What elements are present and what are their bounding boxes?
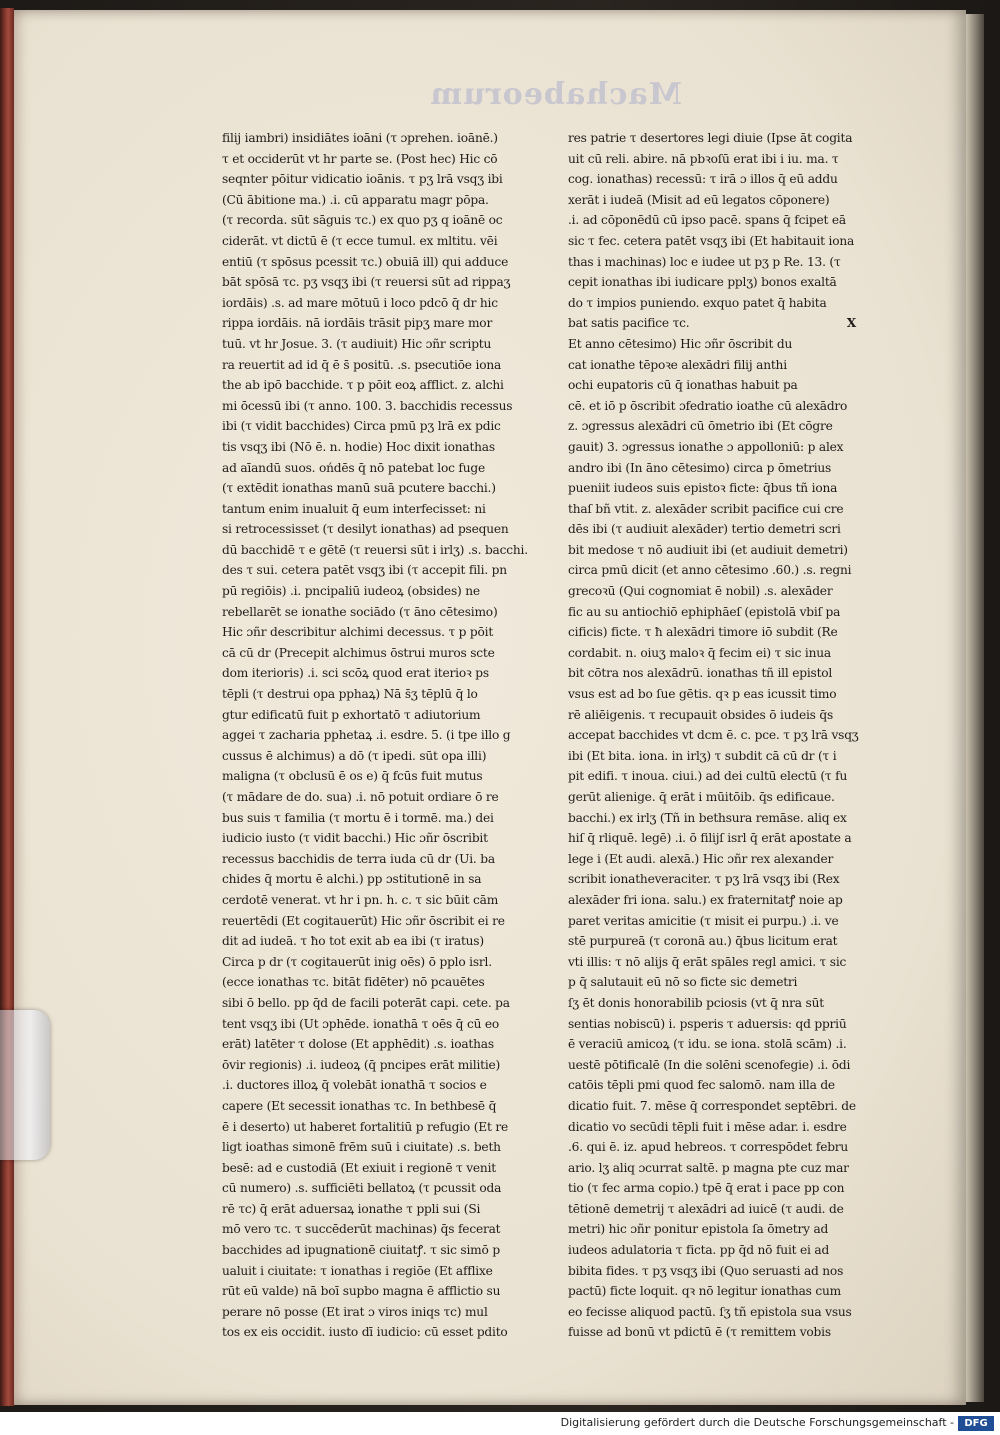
text-line: ibi (τ vidit bacchides) Circa pmū pʒ lrā ex pdic bbox=[222, 419, 501, 434]
text-line: (τ recorda. sūt sāguis τc.) ex quo pʒ q ioānē oc bbox=[222, 213, 503, 228]
text-line: erāt) latēter τ dolose (Et apphēdit) .s. ioathas bbox=[222, 1037, 494, 1052]
text-line: Circa p dr (τ cogitauerūt inig oēs) ō pplo isrl. bbox=[222, 954, 492, 969]
text-line: ciderāt. vt dictū ē (τ ecce tumul. ex mltitu. vēi bbox=[222, 233, 498, 248]
text-line: lege i (Et audi. alexā.) Hic ɔñr rex alexander bbox=[568, 851, 834, 866]
text-column-left bbox=[222, 128, 552, 1343]
text-line: metri) hic ɔñr ponitur epistola ſa ōmetry ad bbox=[568, 1222, 829, 1237]
text-line: tuū. vt hr Josue. 3. (τ audiuit) Hic ɔñr scriptu bbox=[222, 336, 492, 351]
text-line: vti illis: τ nō alijs q̄ erāt spāles regl amici. τ sic bbox=[568, 954, 847, 969]
text-line: seqnter pōitur vidicatio ioānis. τ pʒ lrā vsqʒ ibi bbox=[222, 172, 503, 187]
text-line: cificis) ficte. τ ħ alexādri timore iō subdit (Re bbox=[568, 625, 838, 640]
text-line: vsus est ad bo ſue gētis. qꝛ p eas icussit timo bbox=[568, 687, 837, 702]
text-line: rippa iordāis. nā iordāis trāsit pipʒ mare mor bbox=[222, 316, 493, 331]
text-line: pueniit iudeos suis epistoꝛ ficte: q̄bus tñ iona bbox=[568, 481, 838, 496]
text-line: iudeos adulatoria τ ficta. pp q̄d nō fuit ei ad bbox=[568, 1243, 830, 1258]
text-line: ad aīandū suos. ońdēs q̄ nō patebat loc fuge bbox=[222, 460, 485, 475]
text-line: dicatio vo secūdi tēpli fuit i mēse adar. i. esdre bbox=[568, 1119, 847, 1134]
text-column-right bbox=[568, 128, 896, 1343]
text-line: cā cū dr (Precepit alchimus ōstrui muros scte bbox=[222, 645, 495, 660]
text-line: tantum enim inualuit q̄ eum interfecisset: ni bbox=[222, 501, 486, 516]
text-line: ualuit i ciuitate: τ ionathas i regiōe (Et afflixe bbox=[222, 1263, 493, 1278]
text-line: (Cū ābitione ma.) .i. cū apparatu magr pōpa. bbox=[222, 192, 489, 207]
text-line: maligna (τ obclusū ē os e) q̄ fcūs fuit mutus bbox=[222, 769, 483, 784]
text-line: filij iambri) insidiātes ioāni (τ ɔprehen. ioānē.) bbox=[222, 131, 498, 145]
text-line: alexāder fri iona. salu.) ex fraternitatꝭ noie ap bbox=[568, 892, 843, 907]
text-line: pit edifi. τ inoua. ciui.) ad dei cultū electū (τ fu bbox=[568, 769, 848, 784]
text-line: dicatio fuit. 7. mēse q̄ correspondet septēbri. de bbox=[568, 1098, 856, 1113]
text-line: cat ionathe tēpoꝛe alexādri filij anthi bbox=[568, 357, 787, 372]
text-line: z. ɔgressus alexādri cū ōmetrio ibi (Et cōgre bbox=[568, 419, 833, 434]
text-line: ſʒ ēt donis honorabilib pciosis (vt q̄ nra sūt bbox=[568, 995, 824, 1010]
text-line: andro ibi (In āno cētesimo) circa p ōmetrius bbox=[568, 460, 832, 475]
text-line: fic au su antiochiō ephiphāeſ (epistolā vbiſ pa bbox=[568, 604, 841, 619]
text-line: cussus ē alchimus) a dō (τ ipedi. sūt opa illi) bbox=[222, 748, 487, 763]
text-line: accepat bacchides vt dcm ē. c. pce. τ pʒ lrā vsqʒ bbox=[568, 728, 859, 743]
text-line: dom iterioris) .i. sci scōꝝ quod erat iterioꝛ ps bbox=[222, 666, 489, 681]
running-head-show-through: Machabeorum bbox=[429, 77, 682, 112]
text-line: uestē pōtificalē (In die solēni scenofegie) .i. ōdi bbox=[568, 1057, 851, 1072]
text-line: .6. qui ē. iz. apud hebreos. τ correspōdet febru bbox=[568, 1140, 849, 1155]
text-line: dit ad iudeā. τ ħo tot exit ab ea ibi (τ iratus) bbox=[222, 934, 484, 949]
text-line: bāt spōsā τc. pʒ vsqʒ ibi (τ reuersi sūt ad rippaʒ bbox=[222, 275, 511, 290]
text-line: (τ mādare de do. sua) .i. nō potuit ordiare ō re bbox=[222, 790, 499, 804]
text-line: (ecce ionathas τc. bitāt fidēter) nō pcauētes bbox=[222, 975, 485, 990]
text-line: stē purpureā (τ coronā au.) q̄bus licitum erat bbox=[568, 934, 838, 949]
text-line: cerdotē venerat. vt hr i pn. h. c. τ sic būit cām bbox=[222, 892, 499, 907]
text-line: hiſ q̄ rliquē. legē) .i. ō filijſ isrl q̄ erāt apostate a bbox=[568, 831, 852, 846]
text-line: cordabit. n. oiuʒ maloꝛ q̄ fecim ei) τ sic inua bbox=[568, 645, 831, 660]
text-line: rē aliēigenis. τ recupauit obsides ō iudeis q̄s bbox=[568, 707, 834, 722]
text-line: iudicio iusto (τ vidit bacchi.) Hic ɔñr ōscribit bbox=[222, 831, 488, 846]
text-line: mō vero τc. τ succēderūt machinas) q̄s fecerat bbox=[222, 1222, 501, 1237]
text-line: tēpli (τ destrui opa pphaꝝ) Nā s̄ʒ tēplū q̄ lo bbox=[222, 687, 478, 702]
text-line: .i. ductores illoꝝ q̄ volebāt ionathā τ socios e bbox=[222, 1078, 487, 1093]
text-line: tētionē demetrij τ alexādri ad iuicē (τ audi. de bbox=[568, 1201, 844, 1216]
text-line: bacchides ad ipugnationē ciuitatꝭ. τ sic simō p bbox=[222, 1243, 500, 1258]
text-line: rūt eū valde) nā boī supbo magna ē afflictio su bbox=[222, 1284, 501, 1299]
text-line: gerūt alienige. q̄ erāt i mūitōib. q̄s edificaue. bbox=[568, 790, 835, 804]
funding-notice: Digitalisierung gefördert durch die Deutsche Forschungsgemeinschaft - bbox=[560, 1416, 954, 1429]
book-spine-edge bbox=[0, 8, 14, 1406]
text-line: dēs ibi (τ audiuit alexāder) tertio demetri scri bbox=[568, 522, 841, 537]
text-line: τ et occiderūt vt hr parte se. (Post hec) Hic cō bbox=[222, 151, 498, 166]
text-line: xerāt i iudeā (Misit ad eū legatos cōponere) bbox=[568, 192, 830, 207]
text-line: pū regiōis) .i. pncipaliū iudeoꝝ (obsides) ne bbox=[222, 584, 480, 599]
text-line: ario. lʒ aliq ɔcurrat saltē. p magna pte cuz mar bbox=[568, 1160, 849, 1175]
text-line: Hic ɔñr describitur alchimi decessus. τ p pōit bbox=[222, 625, 494, 640]
text-line: thas i machinas) loc e iudee ut pʒ p Re. 13. (τ bbox=[568, 254, 841, 269]
text-line: bibita fides. τ pʒ vsqʒ ibi (Quo seruasti ad nos bbox=[568, 1263, 844, 1278]
page-fore-edge bbox=[966, 14, 984, 1402]
text-line: chides q̄ mortu ē alchi.) pp ɔstitutionē in sa bbox=[222, 872, 482, 887]
text-line: ōvir regionis) .i. iudeoꝝ (q̄ pncipes erāt militie) bbox=[222, 1057, 501, 1072]
text-line: thaſ bñ vtit. z. alexāder scribit pacifice cui cre bbox=[568, 501, 844, 516]
text-line: grecoꝛū (Qui cognomiat ē nobil) .s. alexāder bbox=[568, 584, 833, 599]
text-line: p q̄ salutauit eū nō so ficte sic demetri bbox=[568, 975, 798, 990]
text-line: cē. et iō p ōscribit ɔfedratio ioathe cū alexādro bbox=[568, 398, 848, 413]
text-line: circa pmū dicit (et anno cētesimo .60.) .s. regni bbox=[568, 563, 852, 578]
text-line: sentias nobiscū) i. psperis τ aduersis: qd ppriū bbox=[568, 1016, 847, 1031]
text-line: ē veraciū amicoꝝ (τ idu. se iona. stolā scām) .i. bbox=[568, 1037, 847, 1052]
text-line: bus suis τ familia (τ mortu ē i tormē. ma.) dei bbox=[222, 810, 494, 825]
text-line: sic τ fec. cetera patēt vsqʒ ibi (Et habitauit iona bbox=[568, 233, 855, 248]
text-line: catōis tēpli pmi quod fec salomō. nam illa de bbox=[568, 1078, 835, 1093]
text-line: iordāis) .s. ad mare mōtuū i loco pdcō q̄ dr hic bbox=[222, 295, 498, 310]
text-line: cepit ionathas ibi iudicare pplʒ) bonos exaltā bbox=[568, 275, 837, 290]
text-line: capere (Et secessit ionathas τc. In bethbesē q̄ bbox=[222, 1098, 497, 1113]
text-line: des τ sui. cetera patēt vsqʒ ibi (τ accepit fili. pn bbox=[222, 563, 507, 578]
text-line: tent vsqʒ ibi (Ut ɔphēde. ionathā τ oēs q̄ cū eo bbox=[222, 1016, 500, 1031]
text-line: (τ extēdit ionathas manū suā pcutere bacchi.) bbox=[222, 481, 496, 496]
text-line: tio (τ fec arma copio.) tpē q̄ erat i pace pp con bbox=[568, 1181, 845, 1196]
text-line: dū bacchidē τ e gētē (τ reuersi sūt i irlʒ) .s. bacchi. bbox=[222, 542, 528, 557]
text-line: perare nō posse (Et irat ɔ viros iniqs τc) mul bbox=[222, 1304, 488, 1319]
text-line: si retrocessisset (τ desilyt ionathas) ad psequen bbox=[222, 522, 509, 537]
text-line: bacchi.) ex irlʒ (Tñ in bethsura remāse. aliq ex bbox=[568, 810, 847, 825]
text-line: ē i deserto) ut haberet fortalitiū p refugio (Et re bbox=[222, 1119, 508, 1134]
text-line: entiū (τ spōsus pcessit τc.) obuiā ill) qui adduce bbox=[222, 254, 509, 269]
text-line: rebellarēt se ionathe sociādo (τ āno cētesimo) bbox=[222, 604, 498, 619]
text-line: uit cū reli. abire. nā pbꝛoſū erat ibi i iu. ma. τ bbox=[568, 151, 839, 166]
text-line: tos ex eis occidit. iusto dī iudicio: cū esset pdito bbox=[222, 1325, 508, 1340]
chapter-numeral: X bbox=[846, 316, 856, 331]
text-line: tis vsqʒ ibi (Nō ē. n. hodie) Hoc dixit ionathas bbox=[222, 439, 495, 454]
footer-bar bbox=[0, 1412, 1000, 1435]
text-line: rē τc) q̄ erāt aduersaꝝ ionathe τ ppli sui (Si bbox=[222, 1201, 481, 1216]
text-line: ochi eupatoris cū q̄ ionathas habuit pa bbox=[568, 378, 798, 393]
text-line: paret veritas amicitie (τ misit ei purpu.) .i. ve bbox=[568, 913, 839, 928]
text-line: ibi (Et bita. iona. in irlʒ) τ subdit cā cū dr (τ i bbox=[568, 748, 837, 763]
page-clip bbox=[0, 1010, 50, 1160]
text-line: pactū) ficte loquit. qꝛ nō legitur ionathas cum bbox=[568, 1284, 842, 1299]
text-line: bit medose τ nō audiuit ibi (et audiuit demetri) bbox=[568, 542, 848, 557]
text-line: mi ōcessū ibi (τ anno. 100. 3. bacchidis recessus bbox=[222, 398, 513, 413]
text-line: the ab ipō bacchide. τ p pōit eoꝝ afflict. z. alchi bbox=[222, 378, 504, 393]
text-line: bat satis pacifice τc. bbox=[568, 316, 690, 331]
text-line: bit cōtra nos alexādrū. ionathas tñ ill epistol bbox=[568, 666, 833, 681]
text-line: eo fecisse aliquod pactū. ſʒ tñ epistola sua vsus bbox=[568, 1304, 852, 1319]
text-line: reuertēdi (Et cogitauerūt) Hic ɔñr ōscribit ei re bbox=[222, 913, 505, 928]
dfg-logo[interactable]: DFG bbox=[958, 1416, 994, 1431]
text-line: ligt ioathas simonē frēm suū i ciuitate) .s. beth bbox=[222, 1140, 501, 1155]
text-line: recessus bacchidis de terra iuda cū dr (Ui. ba bbox=[222, 851, 495, 866]
text-line: sibi ō bello. pp q̄d de facili poterāt capi. cete. pa bbox=[222, 995, 510, 1010]
text-line: do τ impios puniendo. exquo patet q̄ habita bbox=[568, 295, 827, 310]
text-line: fuisse ad bonū vt pdictū ē (τ remittem vobis bbox=[568, 1325, 831, 1340]
text-line: cog. ionathas) recessū: τ irā ɔ illos q̄ eū addu bbox=[568, 172, 838, 187]
text-line: .i. ad cōponēdū cū ipso pacē. spans q̄ fcipet eā bbox=[568, 213, 846, 228]
text-line: Et anno cētesimo) Hic ɔñr ōscribit du bbox=[568, 336, 793, 351]
text-line: scribit ionatheveraciter. τ pʒ lrā vsqʒ ibi (Rex bbox=[568, 872, 840, 887]
text-line: ra reuertit ad id q̄ ē s̄ positū. .s. psecutiōe iona bbox=[222, 357, 502, 372]
text-line: gtur edificatū fuit p exhortatō τ adiutorium bbox=[222, 707, 481, 722]
text-line: gauit) 3. ɔgressus ionathe ɔ appolloniū: p alex bbox=[568, 439, 844, 454]
text-line: res patrie τ desertores legi diuie (Ipse āt cogita bbox=[568, 131, 853, 145]
text-line: aggei τ zacharia pphetaꝝ .i. esdre. 5. (i tpe illo g bbox=[222, 728, 511, 743]
text-line: cū numero) .s. sufficiēti bellatoꝝ (τ pcussit oda bbox=[222, 1181, 502, 1196]
text-line: besē: ad e custodiā (Et exiuit i regionē τ venit bbox=[222, 1160, 496, 1175]
